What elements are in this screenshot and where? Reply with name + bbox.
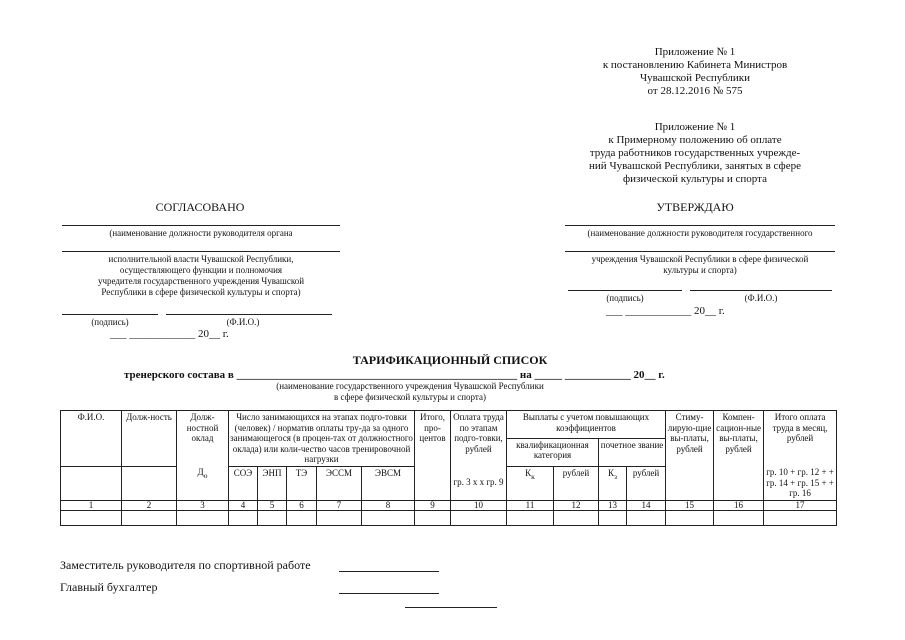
col-number: 17 [764, 500, 837, 510]
col-number: 6 [287, 500, 317, 510]
appendix-line: физической культуры и спорта [623, 173, 767, 185]
appendix-line: к Примерному положению об оплате [608, 134, 782, 146]
header-pay-formula [451, 466, 507, 500]
approve-sign-caption: (подпись) [606, 293, 644, 303]
header-kk [507, 466, 554, 500]
appendix-line: к постановлению Кабинета Министров [602, 59, 788, 71]
table-cell [451, 510, 507, 525]
accountant-signature-line [339, 593, 439, 594]
header-compensation: Компен-сацион-ные вы-платы, рублей [714, 411, 764, 501]
header-do [177, 466, 229, 500]
do-label: Д [197, 467, 204, 477]
signature-line [565, 251, 835, 252]
col-number: 4 [229, 500, 258, 510]
caption-line: учреждения Чувашской Республики в сфере физической [591, 254, 809, 264]
table-cell [666, 510, 714, 525]
col-number: 15 [666, 500, 714, 510]
table-cell [714, 510, 764, 525]
appendix-header-1 [580, 46, 810, 98]
accountant-label: Главный бухгалтер [60, 580, 158, 594]
tariff-table [60, 410, 837, 526]
agreed-title: СОГЛАСОВАНО [155, 200, 245, 214]
table-cell [317, 510, 362, 525]
approve-fio-caption: (Ф.И.О.) [744, 293, 778, 303]
document-subtitle: тренерского состава в ___________________________________________________ на _____ ____________ 20__ г. [124, 369, 665, 381]
approve-date: ___ ____________ 20__ г. [606, 305, 725, 317]
header-stage-te: ТЭ [287, 466, 317, 500]
table-cell [229, 510, 258, 525]
appendix-line: ний Чувашской Республики, занятых в сфере [589, 160, 801, 172]
agreed-sign-caption: (подпись) [91, 317, 129, 327]
header-count: Число занимающихся на этапах подго-товки (человек) / норматив оплаты тру-да за одного занимающегося (в процен-тах от должностного оклада) или коли-чество часов тренировочной нагрузки [230, 412, 413, 464]
col-number: 9 [415, 500, 451, 510]
caption-line: в сфере физической культуры и спорта) [334, 392, 486, 402]
header-stage-essm: ЭССМ [317, 466, 362, 500]
table-row [61, 510, 837, 525]
header-rub-14: рублей [627, 466, 666, 500]
k-sub: к [531, 471, 535, 481]
header-coefficients: Выплаты с учетом повышающих коэффициентов [507, 411, 666, 439]
table-cell [122, 510, 177, 525]
table-cell [362, 510, 415, 525]
table-cell [599, 510, 627, 525]
col-number: 13 [599, 500, 627, 510]
caption-line: культуры и спорта) [663, 265, 737, 275]
agreed-caption-2 [56, 254, 346, 298]
fio-line [690, 290, 832, 291]
appendix-line: Чувашской Республики [639, 72, 751, 84]
header-position: Долж-ность [122, 411, 177, 467]
kz-sub: з [614, 471, 617, 481]
appendix-line: Приложение № 1 [654, 46, 736, 58]
col-number: 11 [507, 500, 554, 510]
col-number: 7 [317, 500, 362, 510]
col-number: 10 [451, 500, 507, 510]
header-salary: Долж-ностной оклад [177, 411, 229, 467]
header-pay: Оплата труда по этапам подго-товки, рублей [451, 411, 507, 467]
appendix-line: труда работников государственных учрежде- [589, 147, 801, 159]
table-cell [258, 510, 287, 525]
table-cell [627, 510, 666, 525]
signature-line [62, 251, 340, 252]
caption-line: (наименование государственного учреждения Чувашской Республики [276, 381, 544, 391]
appendix-line: Приложение № 1 [654, 121, 736, 133]
col-number: 12 [554, 500, 599, 510]
table-cell [507, 510, 554, 525]
col-number: 1 [61, 500, 122, 510]
cell-empty [122, 466, 177, 500]
appendix-line: от 28.12.2016 № 575 [647, 85, 743, 97]
appendix-header-2 [575, 121, 815, 186]
table-cell [415, 510, 451, 525]
document-title: ТАРИФИКАЦИОННЫЙ СПИСОК [352, 353, 548, 367]
col-number: 3 [177, 500, 229, 510]
header-stage-enp: ЭНП [258, 466, 287, 500]
header-total: Итого оплата труда в месяц, рублей [764, 411, 837, 467]
deputy-label: Заместитель руководителя по спортивной работе [60, 558, 311, 572]
institution-caption [240, 381, 580, 403]
table-cell [287, 510, 317, 525]
header-fio: Ф.И.О. [61, 411, 122, 467]
signature-line [62, 225, 340, 226]
end-divider [405, 607, 497, 608]
caption-line: Республики в сфере физической культуры и спорта) [101, 287, 301, 297]
signature-line [568, 290, 682, 291]
table-cell [764, 510, 837, 525]
table-header-row [61, 411, 837, 439]
signature-line [62, 314, 158, 315]
do-sub: о [203, 470, 208, 480]
agreed-caption-1: (наименование должности руководителя органа [109, 228, 293, 238]
deputy-signature-line [339, 571, 439, 572]
table-number-row [61, 500, 837, 510]
header-stage-evsm: ЭВСМ [362, 466, 415, 500]
table-cell [61, 510, 122, 525]
agreed-date: ___ ____________ 20__ г. [110, 328, 229, 340]
fio-line [166, 314, 332, 315]
approve-caption-1: (наименование должности руководителя государственного [587, 228, 813, 238]
signature-line [565, 225, 835, 226]
approve-caption-2 [560, 254, 840, 276]
formula-text: гр. 3 х х гр. 9 [453, 477, 504, 487]
agreed-fio-caption: (Ф.И.О.) [226, 317, 260, 327]
header-stage-soe: СОЭ [229, 466, 258, 500]
header-qualification: квалификационная категория [507, 438, 599, 466]
caption-line: осуществляющего функции и полномочия [119, 265, 283, 275]
header-total-formula: гр. 10 + гр. 12 + + гр. 14 + гр. 15 + + гр. 16 [764, 466, 837, 500]
header-rub-12: рублей [554, 466, 599, 500]
col-number: 2 [122, 500, 177, 510]
table-cell [554, 510, 599, 525]
col-number: 8 [362, 500, 415, 510]
cell-empty [61, 466, 122, 500]
approve-title: УТВЕРЖДАЮ [656, 200, 734, 214]
header-honor: почетное звание [599, 438, 666, 466]
caption-line: исполнительной власти Чувашской Республики, [108, 254, 294, 264]
header-stimulating: Стиму-лирую-щие вы-платы, рублей [666, 411, 714, 501]
table-cell [177, 510, 229, 525]
col-number: 16 [714, 500, 764, 510]
kz-label: К [608, 467, 615, 478]
k-label: К [525, 467, 532, 478]
col-number: 5 [258, 500, 287, 510]
header-kz [599, 466, 627, 500]
caption-line: учредителя государственного учреждения Чувашской [97, 276, 305, 286]
col-number: 14 [627, 500, 666, 510]
header-total-percent: Итого, про-центов [415, 411, 451, 501]
